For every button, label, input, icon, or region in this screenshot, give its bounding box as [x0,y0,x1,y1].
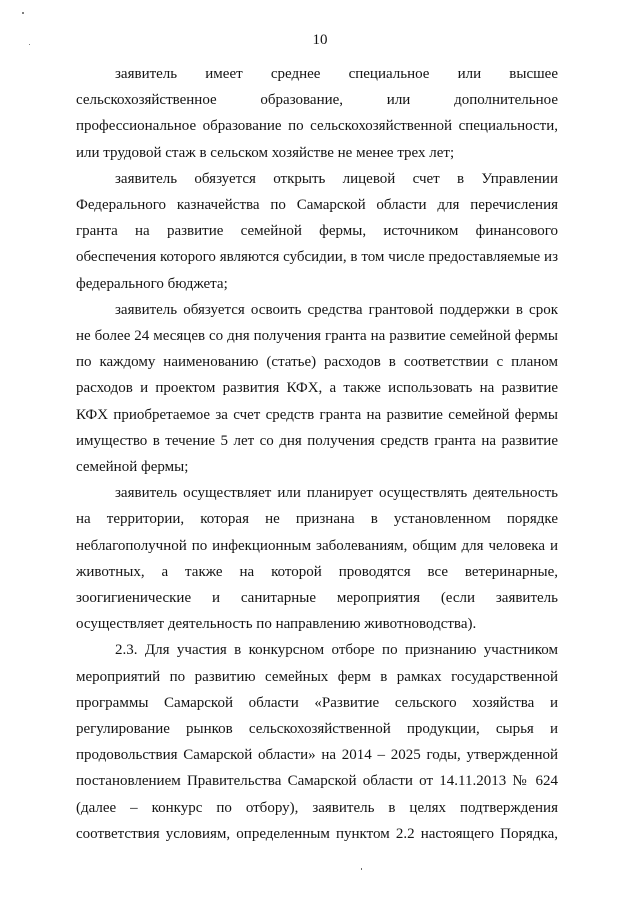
text-line: заявитель обязуется освоить средства грантовой поддержки в срок [115,301,558,318]
text-line: по каждому наименованию (статье) расходов в соответствии с планом [76,354,558,371]
text-line: расходов и проектом развития КФХ, а также использовать на развитие [76,380,558,397]
text-line: мероприятий по развитию семейных ферм в рамках государственной [76,668,558,685]
text-line: соответствия условиям, определенным пунктом 2.2 настоящего Порядка, [76,825,558,842]
text-line: семейной фермы; [76,459,189,476]
text-line: не более 24 месяцев со дня получения гранта на развитие семейной фермы [76,328,558,345]
scan-speck [29,44,30,45]
text-line: программы Самарской области «Развитие сельского хозяйства и [76,694,558,711]
page-number: 10 [312,32,328,48]
text-line: заявитель обязуется открыть лицевой счет в Управлении [115,170,558,187]
text-line: зоогигиенические и санитарные мероприятия (если заявитель [76,590,558,607]
text-line: заявитель имеет среднее специальное или высшее [115,66,558,82]
text-line: или трудовой стаж в сельском хозяйстве не менее трех лет; [76,144,455,161]
text-line: регулирование рынков сельскохозяйственной продукции, сырья и [76,721,558,738]
text-line: животных, а также на которой проводятся все ветеринарные, [76,563,558,580]
text-line: постановлением Правительства Самарской области от 14.11.2013 № 624 [76,773,558,790]
text-line: обеспечения которого являются субсидии, в том числе предоставляемые из [76,249,558,266]
text-line: федерального бюджета; [76,275,228,292]
text-line: заявитель осуществляет или планирует осуществлять деятельность [115,485,558,502]
text-line: гранта на развитие семейной фермы, источником финансового [76,223,558,240]
text-line: Федерального казначейства по Самарской области для перечисления [76,197,558,214]
text-line: на территории, которая не признана в установленном порядке [76,511,558,528]
scan-speck [22,12,24,14]
text-line: продовольствия Самарской области» на 2014 – 2025 годы, утвержденной [76,747,558,764]
document-body [76,61,558,847]
text-line: имущество в течение 5 лет со дня получения средств гранта на развитие [76,432,558,449]
paragraph [76,480,558,637]
paragraph [76,166,558,297]
paragraph [76,61,558,166]
text-line: осуществляет деятельность по направлению животноводства). [76,616,477,633]
text-line: (далее – конкурс по отбору), заявитель в целях подтверждения [76,799,558,816]
text-line: сельскохозяйственное образование, или дополнительное [76,92,558,109]
text-line: неблагополучной по инфекционным заболеваниям, общим для человека и [76,537,558,554]
scan-speck [361,868,362,870]
text-line: 2.3. Для участия в конкурсном отборе по признанию участником [115,642,558,659]
text-line: профессиональное образование по сельскохозяйственной специальности, [76,118,558,135]
paragraph [76,297,558,480]
text-line: КФХ приобретаемое за счет средств гранта на развитие семейной фермы [76,406,558,423]
paragraph [76,637,558,847]
